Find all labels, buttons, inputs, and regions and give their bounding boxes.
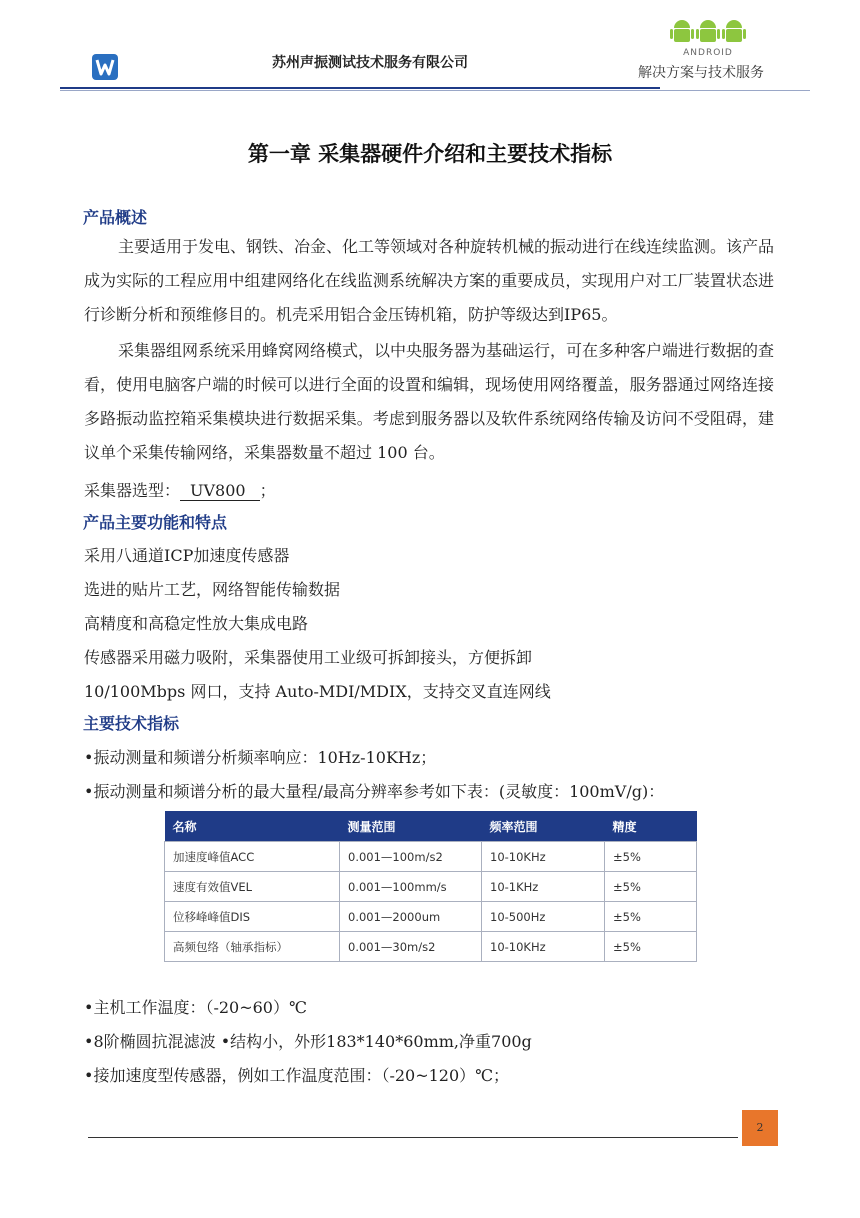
header-divider-thin	[60, 90, 810, 91]
spec-line: •振动测量和频谱分析的最大量程/最高分辨率参考如下表：(灵敏度：100mV/g)：	[84, 782, 665, 801]
table-cell: 高频包络（轴承指标）	[165, 932, 340, 962]
table-cell: ±5%	[605, 932, 697, 962]
model-suffix: ；	[259, 481, 276, 500]
table-cell: 位移峰峰值DIS	[165, 902, 340, 932]
table-cell: 速度有效值VEL	[165, 872, 340, 902]
model-value: UV800	[180, 482, 260, 501]
feature-item: 采用八通道ICP加速度传感器	[84, 546, 290, 565]
section-heading-overview: 产品概述	[83, 208, 148, 227]
header-tagline: 解决方案与技术服务	[638, 65, 764, 81]
section-heading-features: 产品主要功能和特点	[83, 513, 228, 532]
table-cell: 10-10KHz	[482, 842, 605, 872]
table-row	[165, 902, 697, 932]
header-divider	[60, 87, 660, 89]
model-label: 采集器选型：	[84, 481, 181, 500]
spec-line: •8阶椭圆抗混滤波 •结构小，外形183*140*60mm,净重700g	[84, 1032, 532, 1051]
table-cell: 10-1KHz	[482, 872, 605, 902]
table-cell: 加速度峰值ACC	[165, 842, 340, 872]
table-cell: 0.001—100m/s2	[340, 842, 482, 872]
feature-item: 10/100Mbps 网口，支持 Auto-MDI/MDIX，支持交叉直连网线	[84, 682, 551, 701]
table-cell: ±5%	[605, 842, 697, 872]
page-number-badge: 2	[742, 1110, 778, 1146]
table-header-cell: 名称	[165, 811, 340, 842]
footer-divider	[88, 1137, 738, 1138]
table-cell: 0.001—100mm/s	[340, 872, 482, 902]
android-logo	[668, 14, 748, 58]
table-header-row	[165, 811, 697, 842]
table-row	[165, 932, 697, 962]
table-cell: 0.001—2000um	[340, 902, 482, 932]
android-logo-text: ANDROID	[683, 48, 733, 58]
overview-paragraph-1: 主要适用于发电、钢铁、冶金、化工等领域对各种旋转机械的振动进行在线连续监测。该产品成为实际的工程应用中组建网络化在线监测系统解决方案的重要成员，实现用户对工厂装置状态进行诊断分析和预维修目的。机壳采用铝合金压铸机箱，防护等级达到IP65。	[84, 237, 775, 324]
table-cell: 10-10KHz	[482, 932, 605, 962]
table-cell: 0.001—30m/s2	[340, 932, 482, 962]
spec-table	[164, 811, 697, 962]
spec-line: •接加速度型传感器，例如工作温度范围：（-20~120）℃；	[84, 1066, 510, 1085]
spec-line: •主机工作温度：（-20~60）℃	[84, 998, 307, 1017]
table-header-cell: 频率范围	[482, 811, 605, 842]
feature-item: 高精度和高稳定性放大集成电路	[84, 614, 309, 633]
overview-paragraph-2: 采集器组网系统采用蜂窝网络模式，以中央服务器为基础运行，可在多种客户端进行数据的查看，使用电脑客户端的时候可以进行全面的设置和编辑，现场使用网络覆盖，服务器通过网络连接多路振动监控箱采集模块进行数据采集。考虑到服务器以及软件系统网络传输及访问不受阻碍，建议单个采集传输网络，采集器数量不超过 100 台。	[84, 341, 775, 462]
model-selection	[84, 478, 276, 501]
table-cell: ±5%	[605, 902, 697, 932]
table-row	[165, 872, 697, 902]
spec-line: •振动测量和频谱分析频率响应：10Hz-10KHz；	[84, 748, 437, 767]
chapter-title: 第一章 采集器硬件介绍和主要技术指标	[247, 142, 613, 166]
table-cell: ±5%	[605, 872, 697, 902]
table-cell: 10-500Hz	[482, 902, 605, 932]
header-company-name: 苏州声振测试技术服务有限公司	[272, 55, 468, 71]
table-header-cell: 精度	[605, 811, 697, 842]
feature-item: 选进的贴片工艺，网络智能传输数据	[84, 580, 341, 599]
section-heading-specs: 主要技术指标	[83, 714, 180, 733]
feature-item: 传感器采用磁力吸附，采集器使用工业级可拆卸接头，方便拆卸	[84, 648, 533, 667]
table-header-cell: 测量范围	[340, 811, 482, 842]
table-row	[165, 842, 697, 872]
